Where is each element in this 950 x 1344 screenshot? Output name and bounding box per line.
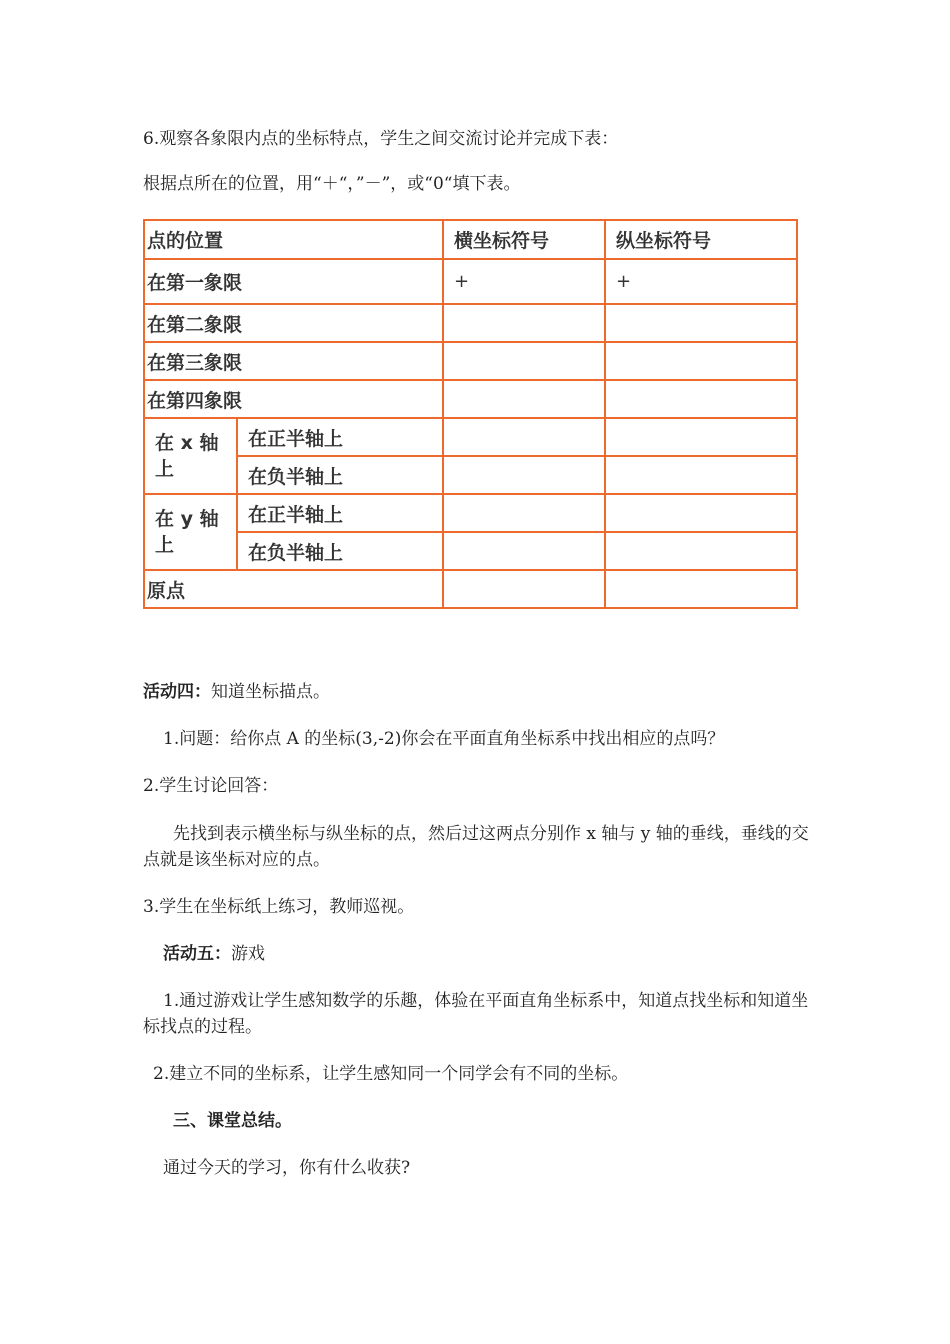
y-sign-cell bbox=[605, 570, 797, 608]
row-label: 在第三象限 bbox=[144, 342, 443, 380]
x-sign-cell bbox=[443, 570, 605, 608]
x-sign-cell bbox=[443, 342, 605, 380]
activity5-item2: 2.建立不同的坐标系，让学生感知同一个同学会有不同的坐标。 bbox=[153, 1064, 629, 1084]
table-row bbox=[144, 259, 797, 304]
activity4-q2: 2.学生讨论回答： bbox=[143, 776, 279, 796]
activity4-heading bbox=[143, 679, 330, 705]
summary-question: 通过今天的学习，你有什么收获? bbox=[163, 1158, 411, 1178]
quadrant-sign-table bbox=[143, 219, 798, 609]
y-positive-half-label: 在正半轴上 bbox=[237, 494, 443, 532]
y-sign-cell: + bbox=[605, 259, 797, 304]
activity4-title-rest: 知道坐标描点。 bbox=[211, 682, 330, 702]
header-position: 点的位置 bbox=[144, 220, 443, 259]
intro-line: 6.观察各象限内点的坐标特点，学生之间交流讨论并完成下表： bbox=[143, 129, 619, 149]
y-sign-cell bbox=[605, 342, 797, 380]
y-sign-cell bbox=[605, 494, 797, 532]
row-label: 在第一象限 bbox=[144, 259, 443, 304]
table-row bbox=[144, 304, 797, 342]
x-sign-cell bbox=[443, 304, 605, 342]
table-header-row bbox=[144, 220, 797, 259]
x-axis-group-label: 在 x 轴上 bbox=[144, 418, 237, 494]
table-row bbox=[144, 570, 797, 608]
activity4-q1: 1.问题：给你点 A 的坐标(3,-2)你会在平面直角坐标系中找出相应的点吗？ bbox=[163, 729, 725, 749]
activity4-answer: 先找到表示横坐标与纵坐标的点，然后过这两点分别作 x 轴与 y 轴的垂线，垂线的交点就是该坐标对应的点。 bbox=[143, 824, 809, 870]
table-row bbox=[144, 456, 797, 494]
activity5-title-rest: 游戏 bbox=[231, 944, 265, 964]
x-sign-cell bbox=[443, 418, 605, 456]
origin-label: 原点 bbox=[144, 570, 443, 608]
activity4-title: 活动四： bbox=[143, 682, 211, 702]
y-sign-cell bbox=[605, 418, 797, 456]
table-row bbox=[144, 418, 797, 456]
x-sign-cell bbox=[443, 532, 605, 570]
header-x-sign: 横坐标符号 bbox=[443, 220, 605, 259]
x-sign-cell bbox=[443, 380, 605, 418]
table-row bbox=[144, 342, 797, 380]
table-row bbox=[144, 380, 797, 418]
y-axis-group-label: 在 y 轴上 bbox=[144, 494, 237, 570]
x-sign-cell: + bbox=[443, 259, 605, 304]
x-negative-half-label: 在负半轴上 bbox=[237, 456, 443, 494]
header-y-sign: 纵坐标符号 bbox=[605, 220, 797, 259]
activity5-heading bbox=[163, 941, 265, 967]
instruction-line: 根据点所在的位置，用“＋“，”－”，或“0“填下表。 bbox=[143, 174, 521, 194]
table-row bbox=[144, 494, 797, 532]
x-sign-cell bbox=[443, 494, 605, 532]
activity5-title: 活动五： bbox=[163, 944, 231, 964]
row-label: 在第四象限 bbox=[144, 380, 443, 418]
row-label: 在第二象限 bbox=[144, 304, 443, 342]
y-sign-cell bbox=[605, 380, 797, 418]
summary-title: 三、课堂总结。 bbox=[173, 1111, 292, 1131]
activity4-q3: 3.学生在坐标纸上练习，教师巡视。 bbox=[143, 897, 415, 917]
y-sign-cell bbox=[605, 304, 797, 342]
y-negative-half-label: 在负半轴上 bbox=[237, 532, 443, 570]
activity5-item1: 1.通过游戏让学生感知数学的乐趣，体验在平面直角坐标系中，知道点找坐标和知道坐标找点的过程。 bbox=[143, 991, 809, 1037]
y-sign-cell bbox=[605, 532, 797, 570]
y-sign-cell bbox=[605, 456, 797, 494]
x-positive-half-label: 在正半轴上 bbox=[237, 418, 443, 456]
table-row bbox=[144, 532, 797, 570]
x-sign-cell bbox=[443, 456, 605, 494]
